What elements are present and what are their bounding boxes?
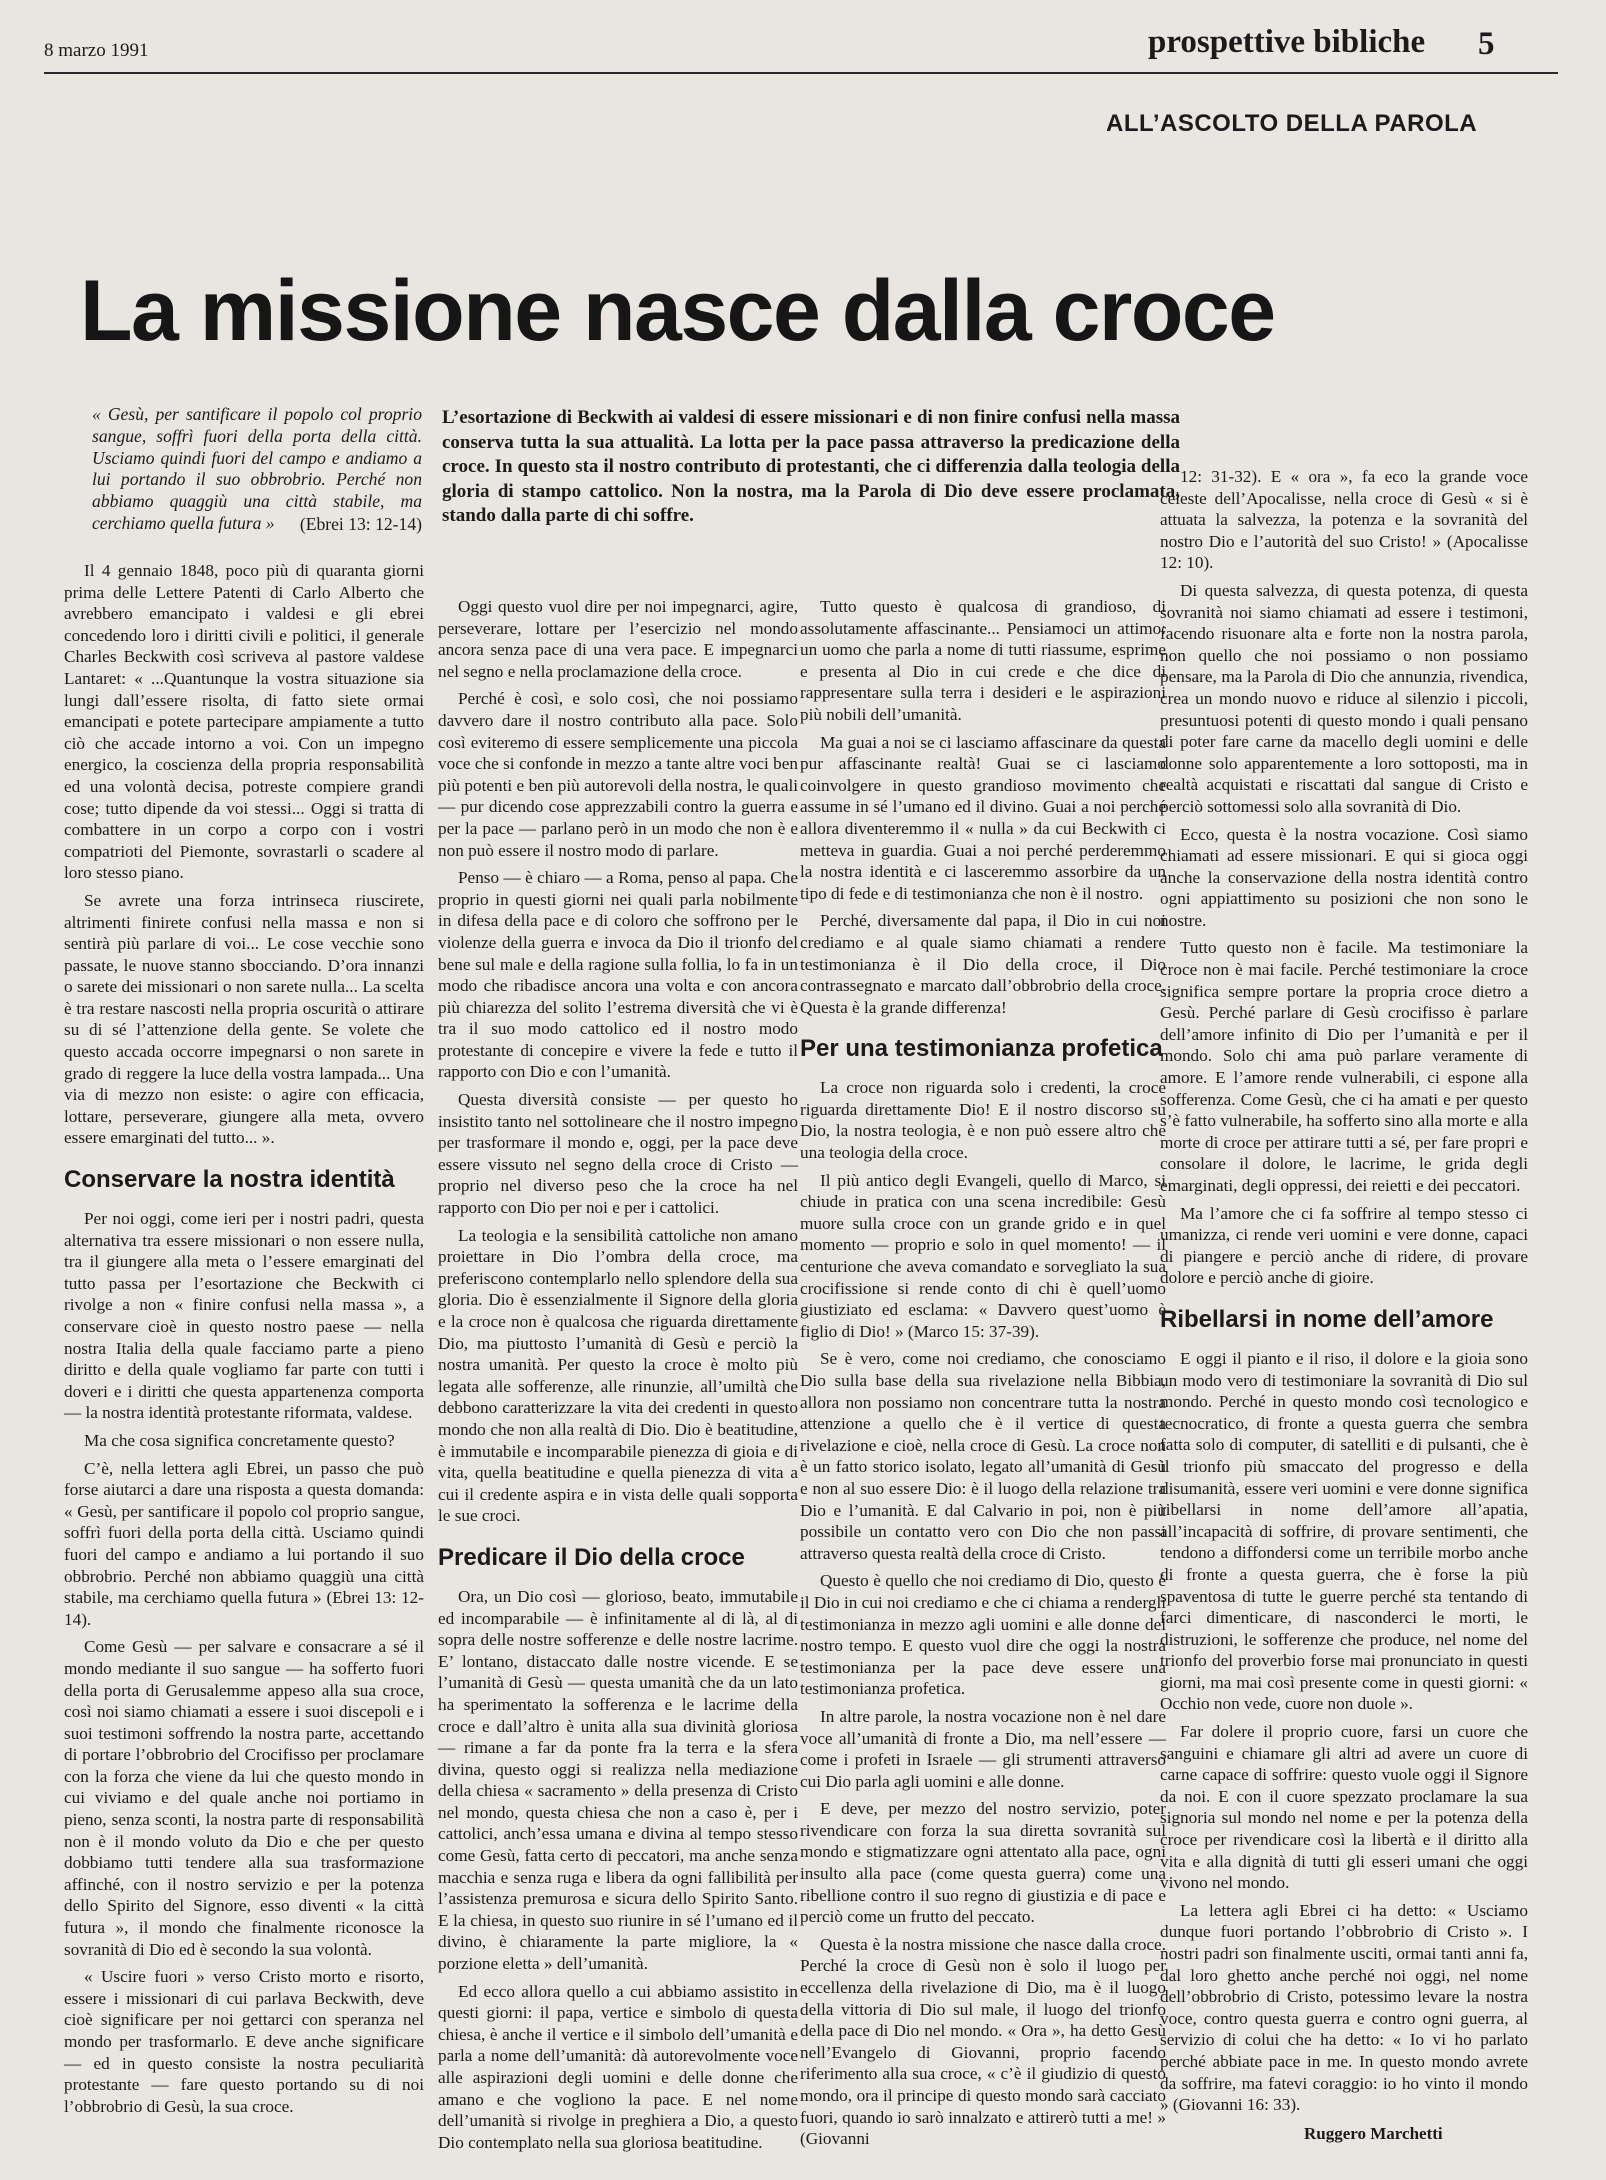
section-title: ALL’ASCOLTO DELLA PAROLA — [1106, 110, 1478, 137]
paragraph: Se avrete una forza intrinseca riuscirete, altrimenti finirete confusi nella massa e non si sentirà più parlare di voi... Le cose vecchie sono passate, le nuove stanno sbocciando. D’ora innanzi o sarete dei missionari o non sarete nulla... La scelta è tra restare nascosti nella propria oscurità o attirare su di sé l’attenzione della gente. Se volete che questo accada occorre impegnarsi o non sarete in grado di reggere la luce della vostra lampada... Una via di mezzo non esiste: o agire con efficacia, lottare, perseverare, giungere alla meta, ovvero essere emarginati del tutto... ». — [64, 890, 424, 1148]
subheading: Conservare la nostra identità — [64, 1166, 395, 1194]
paragraph: La lettera agli Ebrei ci ha detto: « Usciamo dunque fuori portando l’obbrobrio di Cristo ». I nostri padri son finalmente usciti, ormai tanti anni fa, dal loro ghetto anche perché noi oggi, nel nome dell’obbrobrio di Cristo, potessimo levare la nostra voce, contro questa guerra e contro ogni guerra, al servizio di colui che ha detto: « Io vi ho parlato perché abbiate pace in me. In questo mondo avrete da soffrire, ma fatevi coraggio: io ho vinto il mondo » (Giovanni 16: 33). — [1160, 1900, 1528, 2115]
paragraph: Ma l’amore che ci fa soffrire al tempo stesso ci umanizza, ci rende veri uomini e vere donne, capaci di piangere e perciò anche di ridere, di provare dolore e perciò anche di gioire. — [1160, 1203, 1528, 1288]
paragraph: Tutto questo non è facile. Ma testimoniare la croce non è mai facile. Perché testimoniare la croce significa sempre portare la propria croce dietro a Gesù. Perché parlare di Gesù crocifisso è parlare dell’amore infinito di Dio per l’umanità e per il mondo. Solo chi ama può parlare veramente di amore. E l’amore rende vulnerabili, ci espone alla sofferenza. Come Gesù, che ci ha amati e per questo s’è fatto vulnerabile, ha sofferto sino alla morte e alla morte di croce per attirare tutti a sé, per fare propri e consolare il dolore, le lacrime, le grida degli emarginati, degli oppressi, dei reietti e dei peccatori. — [1160, 938, 1528, 1195]
paragraph: Ma che cosa significa concretamente questo? — [84, 1430, 395, 1450]
header-rule — [44, 72, 1558, 74]
paragraph: La teologia e la sensibilità cattoliche non amano proiettare in Dio l’ombra della croce, ma preferiscono contemplarlo nello splendore della sua gloria. Dio è essenzialmente il Signore della gloria e la croce non è qualcosa che riguarda direttamente Dio, ma piuttosto l’umanità di Gesù e perciò la nostra umanità. Per questo la croce è molto più legata alle sofferenze, alle rinunzie, all’umiltà che debbono caratterizzare la vita dei credenti in questo mondo che non alla realtà di Dio. Dio è beatitudine, è immutabile e incomparabile pienezza di gioia e di vita, quella beatitudine e quella pienezza di vita a cui il credente aspira e in vista delle quali sopporta le sue croci. — [438, 1225, 798, 1526]
paragraph: Penso — è chiaro — a Roma, penso al papa. Che proprio in questi giorni nei quali parla nobilmente in difesa della pace e di coloro che soffrono per le violenze della guerra e invoca da Dio il trionfo del bene sul male e della ragione sulla follia, lo fa in un modo che ribadisce ancora una volta e con ancora più chiarezza del solito l’estrema diversità che vi è tra il suo modo cattolico ed il nostro modo protestante di concepire e vivere la fede e tutto il rapporto con Dio e con l’umanità. — [438, 868, 798, 1082]
paragraph: Il 4 gennaio 1848, poco più di quaranta giorni prima delle Lettere Patenti di Carlo Alberto che avrebbero emancipato i valdesi e gli ebrei concedendo loro i diritti civili e politici, il generale Charles Beckwith così scriveva al pastore valdese Lantaret: « ...Quantunque la vostra situazione sia lungi dall’essere risolta, di fatto siete ormai emancipati e potete partecipare ampiamente a tutto ciò che accade intorno a voi. Con un impegno energico, la coscienza della propria responsabilità ed una volontà decisa, potreste compiere grandi cose; tutto dipende da voi stessi... Oggi si tratta di combattere in un corpo a corpo con i vostri compatrioti del Piemonte, sovrastarli o scadere al loro stesso piano. — [64, 561, 424, 883]
subheading: Ribellarsi in nome dell’amore — [1160, 1305, 1494, 1333]
issue-date: 8 marzo 1991 — [44, 40, 149, 61]
column-4 — [1160, 466, 1528, 2122]
paragraph: In altre parole, la nostra vocazione non è nel dare voce all’umanità di fronte a Dio, ma nell’essere — come i profeti in Israele — gli strumenti attraverso cui Dio parla agli uomini e alle donne. — [800, 1706, 1166, 1791]
paragraph: Ecco, questa è la nostra vocazione. Così siamo chiamati ad essere missionari. E qui si gioca oggi anche la conservazione della nostra identità contro ogni appiattimento su posizioni che non sono le nostre. — [1160, 824, 1528, 930]
article-lead: L’esortazione di Beckwith ai valdesi di essere missionari e di non finire confusi nella massa conserva tutta la sua attualità. La lotta per la pace passa attraverso la predicazione della croce. In questo sta il nostro contributo di protestanti, che ci differenzia dalla teologia della gloria di stampo cattolico. Non la nostra, ma la Parola di Dio deve essere proclamata, stando dalla parte di chi soffre. — [442, 407, 1180, 527]
paragraph: Ed ecco allora quello a cui abbiamo assistito in questi giorni: il papa, vertice e simbolo di questa chiesa, è anche il vertice e il simbolo dell’umanità e parla a nome dell’umanità: dà autorevolmente voce alle aspirazioni degli uomini e delle donne che amano e che vogliono la pace. E nel nome dell’umanità si rivolge in preghiera a Dio, a questo Dio contemplato nella sua gloriosa beatitudine. — [438, 1981, 798, 2152]
paragraph: C’è, nella lettera agli Ebrei, un passo che può forse aiutarci a dare una risposta a questa domanda: « Gesù, per santificare il popolo col proprio sangue, soffrì fuori della porta della città. Usciamo quindi fuori del campo e andiamo a lui portando il suo obbrobrio. Perché non abbiamo quaggiù una città stabile, ma cerchiamo quella futura » (Ebrei 13: 12-14). — [64, 1458, 424, 1629]
paragraph: Tutto questo è qualcosa di grandioso, di assolutamente affascinante... Pensiamoci un attimo: un uomo che parla a nome di tutti riassume, esprime e presenta al Dio in cui crede e che dice di rappresentare sulla terra i desideri e le aspirazioni più nobili dell’umanità. — [800, 597, 1166, 724]
paragraph: Perché è così, e solo così, che noi possiamo davvero dare il nostro contributo alla pace. Solo così eviteremo di essere semplicemente una piccola voce che si confonde in mezzo a tante altre voci ben più potenti e ben più autorevoli della nostra, le quali — pur dicendo cose apprezzabili contro la guerra e per la pace — parlano però in un modo che non è e non può essere il nostro modo di parlare. — [438, 689, 798, 860]
paragraph: Il più antico degli Evangeli, quello di Marco, si chiude in pratica con una scena incredibile: Gesù muore sulla croce con un grande grido e in quel momento — proprio e solo in quel momento! — il centurione che aveva comandato e sorvegliato la sua crocifissione si rende conto di chi è quell’uomo giustiziato ed esclama: « Davvero quest’uomo è figlio di Dio! » (Marco 15: 37-39). — [800, 1170, 1166, 1341]
paragraph: Questa diversità consiste — per questo ho insistito tanto nel sottolineare che il nostro impegno per trasformare il mondo e, oggi, per la pace deve essere vissuto nel segno della croce di Cristo — proprio nel diverso peso che la croce ha nel rapporto con Dio per noi e per i cattolici. — [438, 1090, 798, 1218]
paragraph: Oggi questo vuol dire per noi impegnarci, agire, perseverare, lottare per l’esercizio nel mondo ancora senza pace di una vera pace. E impegnarci nel segno e nella proclamazione della croce. — [438, 597, 798, 681]
paragraph: Questo è quello che noi crediamo di Dio, questo è il Dio in cui noi crediamo e che ci chiama a rendergli testimonianza in mezzo agli uomini e alle donne del nostro tempo. E questo vuol dire che oggi la nostra testimonianza per la pace deve essere una testimonianza profetica. — [800, 1571, 1166, 1699]
epigraph-reference: (Ebrei 13: 12-14) — [299, 514, 422, 534]
column-2 — [438, 596, 798, 2159]
paragraph: Perché, diversamente dal papa, il Dio in cui noi crediamo e al quale siamo chiamati a rendere testimonianza è il Dio della croce, il Dio contrassegnato e marcato dall’obbrobrio della croce. Questa è la grande differenza! — [800, 911, 1166, 1017]
paragraph: E oggi il pianto e il riso, il dolore e la gioia sono un modo vero di testimoniare la sovranità di Dio sul mondo. Perché in questo mondo così tecnologico e tecnocratico, di fronte a questa guerra che sembra fatta solo di computer, di satelliti e di pulsanti, che è il trionfo più smaccato del progresso e della disumanità, essere veri uomini e vere donne significa ribellarsi in nome dell’amore all’apatia, all’incapacità di soffrire, di provare sentimenti, che tendono a diffondersi come un terribile morbo anche di fronte a questa guerra, che è forse la più spaventosa di tutte le guerre perché sta tentando di farci dimenticare, di nasconderci le morti, le distruzioni, le sofferenze che produce, nel nome del trionfo del proverbio forse mai pronunciato in questi giorni, ma mai così presente come in questi giorni: « Occhio non vede, cuore non duole ». — [1160, 1348, 1528, 1714]
paragraph: La croce non riguarda solo i credenti, la croce riguarda direttamente Dio! E il nostro discorso su Dio, la nostra teologia, è e non può essere altro che una teologia della croce. — [800, 1078, 1166, 1163]
paragraph: 12: 31-32). E « ora », fa eco la grande voce celeste dell’Apocalisse, nella croce di Gesù « si è attuata la salvezza, la potenza e la sovranità del nostro Dio e l’autorità del suo Cristo! » (Apocalisse 12: 10). — [1160, 467, 1528, 573]
author-signature: Ruggero Marchetti — [1304, 2124, 1443, 2143]
page-number: 5 — [1478, 26, 1495, 62]
paragraph: Ora, un Dio così — glorioso, beato, immutabile ed incomparabile — è infinitamente al di là, al di sopra delle nostre sofferenze e delle nostre lacrime. E’ lontano, distaccato dalle nostre vicende. E se l’umanità di Gesù — questa umanità che da un lato ha sperimentato la sofferenza e le lacrime della croce e dall’altro è unita alla sua divinità gloriosa — rimane a far da ponte fra la terra e la sfera divina, questo oggi si realizza nella mediazione della chiesa « sacramento » della presenza di Cristo nel mondo, questa chiesa che non a caso è, per i cattolici, anch’essa umana e divina al tempo stesso come Gesù, fatta certo di peccatori, ma anche senza macchia e senza ruga e libera da ogni fallibilità per l’assistenza premurosa e sicura dello Spirito Santo. E la chiesa, in questo suo riunire in sé l’umano ed il divino, è chiaramente la parte migliore, la « porzione eletta » dell’umanità. — [438, 1586, 798, 1974]
paragraph: « Uscire fuori » verso Cristo morto e risorto, essere i missionari di cui parlava Beckwith, deve cioè significare per noi gettarci con speranza nel mondo per trasformarlo. E deve anche significare — ed in questo consiste la nostra peculiarità protestante — fare questo portando su di noi l’obbrobrio di Gesù, la sua croce. — [64, 1967, 424, 2116]
subheading: Per una testimonianza profetica — [800, 1035, 1163, 1063]
paragraph: Ma guai a noi se ci lasciamo affascinare da questa pur affascinante realtà! Guai se ci lasciamo coinvolgere in questo grandioso movimento che assume in sé l’umano ed il divino. Guai a noi perché allora diventeremmo il « nulla » da cui Beckwith ci metteva in guardia. Guai a noi perché perderemmo la nostra identità e ci lasceremmo assorbire da un tipo di fede e di testimonianza che non è il nostro. — [800, 732, 1166, 903]
newspaper-name: prospettive bibliche — [1148, 24, 1426, 60]
paragraph: Questa è la nostra missione che nasce dalla croce. Perché la croce di Gesù non è solo il luogo per eccellenza della rivelazione di Dio, ma è il luogo della vittoria di Dio sul male, il luogo del trionfo della pace di Dio nel mondo. « Ora », ha detto Gesù nell’Evangelo di Giovanni, proprio facendo riferimento alla sua croce, « c’è il giudizio di questo mondo, ora il principe di questo mondo sarà cacciato fuori, quando io sarò innalzato e attirerò tutti a me! » (Giovanni — [800, 1934, 1166, 2149]
paragraph: Come Gesù — per salvare e consacrare a sé il mondo mediante il suo sangue — ha sofferto fuori della porta di Gerusalemme appeso alla sua croce, così noi siamo chiamati a essere i suoi discepoli e i suoi testimoni soffrendo la nostra parte, accettando di portare l’obbrobrio del Crocifisso per proclamare con la forza che viene da lui che questo mondo in cui viviamo e del quale anche noi portiamo in pieno, senza sconti, la nostra parte di responsabilità non è il mondo voluto da Dio e che per questo dobbiamo tutti tendere alla sua trasformazione affinché, con il nostro servizio e per la potenza dello Spirito del Signore, esso diventi « la città futura », il mondo che finalmente riconosce la sovranità di Dio ed è secondo la sua volontà. — [64, 1637, 424, 1959]
paragraph: Se è vero, come noi crediamo, che conosciamo Dio sulla base della sua rivelazione nella Bibbia, allora non possiamo non concentrare tutta la nostra attenzione a quello che è il vertice di questa rivelazione e cioè, nella croce di Gesù. La croce non è un fatto storico isolato, legato all’umanità di Gesù e non al suo essere Dio: è il luogo della relazione tra Dio e l’umanità. E dal Calvario in poi, non è più possibile un contatto vero con Dio che non passi attraverso questa realtà della croce di Cristo. — [800, 1349, 1166, 1563]
paragraph: Per noi oggi, come ieri per i nostri padri, questa alternativa tra essere missionari o non essere nulla, tra il giungere alla meta o l’essere emarginati del tutto passa per l’esortazione che Beckwith ci rivolge a non « finire confusi nella massa », a conservare cioè in questo nostro paese — nella nostra Italia della quale facciamo parte a pieno diritto e della quale vogliamo far parte con tutti i doveri e i diritti che questa appartenenza comporta — la nostra identità protestante riformata, valdese. — [64, 1209, 424, 1423]
subheading: Predicare il Dio della croce — [438, 1543, 745, 1571]
paragraph: E deve, per mezzo del nostro servizio, poter rivendicare con forza la sua diretta sovranità sul mondo e stigmatizzare ogni attentato alla pace, ogni insulto alla pace (come questa guerra) come una ribellione contro il suo regno di giustizia e di pace e perciò come un frutto del peccato. — [800, 1799, 1166, 1927]
article-headline: La missione nasce dalla croce — [80, 263, 1275, 359]
epigraph: « Gesù, per santificare il popolo col proprio sangue, soffrì fuori della porta della città. Usciamo quindi fuori del campo e andiamo a lui portando il suo obbrobrio. Perché non abbiamo quaggiù una città stabile, ma cerchiamo quella futura » — [92, 404, 422, 533]
paragraph: Far dolere il proprio cuore, farsi un cuore che sanguini e chiamare gli altri ad avere un cuore di carne capace di soffrire: questo vuole oggi il Signore da noi. E con il cuore spezzato proclamare la sua signoria sul mondo nel nome e per la potenza della croce per rivendicare così la libertà e il diritto alla vita e alla dignità di tutti gli esseri umani che oggi vivono nel mondo. — [1160, 1722, 1528, 1893]
column-1 — [64, 560, 424, 2123]
paragraph: Di questa salvezza, di questa potenza, di questa sovranità noi siamo chiamati ad essere i testimoni, facendo risuonare alta e forte non la nostra parola, non quello che noi possiamo o non possiamo pensare, ma la Parola di Dio che annunzia, rivendica, crea un mondo nuovo e riduce al silenzio i piccoli, presuntuosi potenti di questo mondo i quali pensano di poter fare carne da macello degli uomini e delle donne solo apparentemente a loro sottoposti, ma in realtà acquistati e riscattati dal sangue di Cristo e perciò sottomessi solo alla sovranità di Dio. — [1160, 580, 1528, 816]
column-3 — [800, 596, 1166, 2156]
